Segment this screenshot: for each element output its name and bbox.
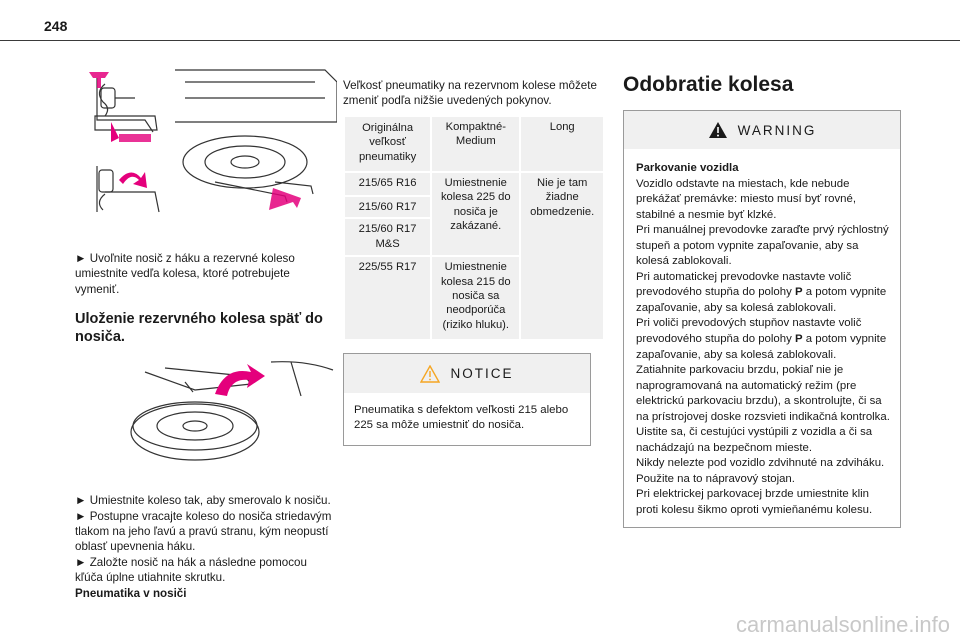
warning-paragraph: Nikdy nelezte pod vozidlo zdvihnuté na zdviháku. Použite na to nápravový stojan. [636, 457, 885, 485]
warning-body [624, 149, 900, 527]
table-cell-long: Nie je tam žiadne obmedzenie. [520, 172, 604, 340]
step-position-wheel: ► Umiestnite koleso tak, aby smerovalo k nosiču. [75, 494, 331, 508]
warning-paragraph: Pri automatickej prevodovke nastavte volič prevodového stupňa do polohy P a potom vypnite zapaľovanie, aby sa kolesá zablokovali. [636, 270, 887, 314]
page-number: 248 [44, 18, 68, 34]
warning-subtitle: Parkovanie vozidla [636, 162, 739, 174]
warning-paragraph: Pri elektrickej parkovacej brzde umiestnite klin proti kolesu šikmo oproti vymieňanému kolesu. [636, 488, 873, 517]
arrow-icon [215, 364, 265, 396]
warning-paragraph: Uistite sa, či cestujúci vystúpili z vozidla a či sa nachádzajú na bezpečnom mieste. [636, 426, 873, 454]
warning-paragraph: Pri voliči prevodových stupňov nastavte volič prevodového stupňa do polohy P a potom vypnite zapaľovanie, aby sa kolesá zablokovali. [636, 317, 887, 361]
tyre-size-table [343, 115, 605, 341]
table-cell-size: 215/60 R17 M&S [344, 218, 431, 256]
warning-triangle-icon [708, 121, 728, 139]
spare-wheel-stow-illustration [75, 356, 337, 466]
tyre-size-intro: Veľkosť pneumatiky na rezervnom kolese môžete zmeniť podľa nižšie uvedených pokynov. [343, 79, 597, 108]
table-cell-size: 225/55 R17 [344, 256, 431, 340]
table-header-long: Long [520, 116, 604, 172]
warning-triangle-icon [420, 365, 440, 383]
table-header-compact: Kompaktné-Medium [431, 116, 520, 172]
watermark: carmanualsonline.info [735, 612, 950, 637]
step-return-wheel: ► Postupne vracajte koleso do nosiča striedavým tlakom na jeho ľavú a pravú stranu, kým neopustí oblasť upevnenia háku. [75, 509, 332, 554]
section-heading-stow-spare: Uloženie rezervného kolesa späť do nosiča. [75, 311, 323, 346]
warning-paragraph: Vozidlo odstavte na miestach, kde nebude prekážať premávke: miesto musí byť rovné, stabilné a nesmie byť klzké. [636, 177, 856, 221]
notice-box [343, 353, 591, 446]
step-release-carrier: ► Uvoľnite nosič z háku a rezervné koleso umiestnite vedľa kolesa, ktoré potrebujete vymeniť. [75, 252, 295, 296]
table-header-original: Originálna veľkosť pneumatiky [344, 116, 431, 172]
warning-header [624, 111, 900, 149]
carrier-release-illustration [75, 62, 337, 222]
section-heading-wheel-removal: Odobratie kolesa [623, 73, 794, 96]
left-column [75, 62, 337, 601]
right-column [623, 72, 905, 528]
warning-box [623, 110, 901, 528]
middle-column [343, 78, 605, 446]
table-cell-compact-215: Umiestnenie kolesa 215 do nosiča sa neodporúča (riziko hluku). [431, 256, 520, 340]
table-cell-compact-225: Umiestnenie kolesa 225 do nosiča je zakázané. [431, 172, 520, 256]
warning-title: WARNING [737, 122, 817, 138]
subheading-tyre-in-carrier: Pneumatika v nosiči [75, 586, 187, 600]
step-tighten-screw: ► Založte nosič na hák a následne pomocou kľúča úplne utiahnite skrutku. [75, 555, 307, 585]
warning-paragraph: Pri manuálnej prevodovke zaraďte prvý rýchlostný stupeň a potom vypnite zapaľovanie, aby sa kolesá zablokovali. [636, 224, 889, 268]
notice-text: Pneumatika s defektom veľkosti 215 alebo 225 sa môže umiestniť do nosiča. [354, 404, 569, 432]
notice-header [344, 354, 590, 393]
notice-title: NOTICE [450, 366, 514, 382]
top-rule [0, 40, 960, 41]
table-cell-size: 215/60 R17 [344, 196, 431, 218]
table-cell-size: 215/65 R16 [344, 172, 431, 196]
warning-paragraph: Zatiahnite parkovaciu brzdu, pokiaľ nie je naprogramovaná na automatický režim (pre elektrickú parkovaciu brzdu), a skontrolujte, či sa na prístrojovej doske rozsvieti indikačná kontrolka. [636, 364, 890, 423]
